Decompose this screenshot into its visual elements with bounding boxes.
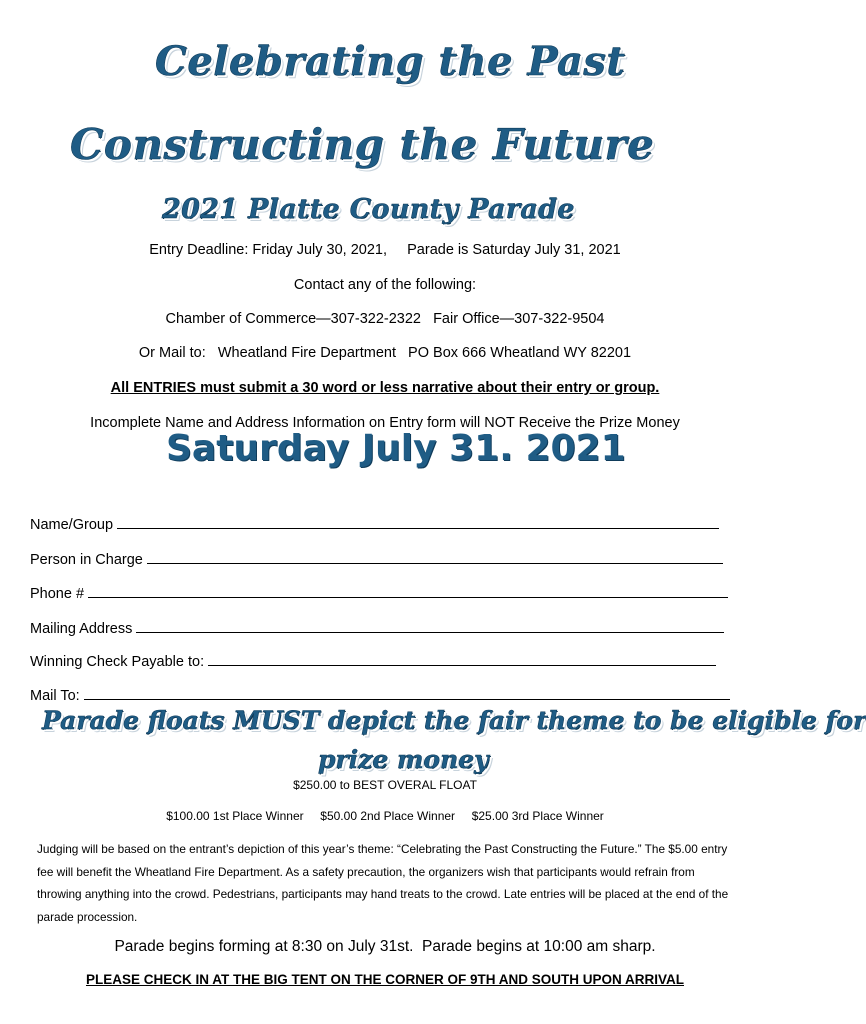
mailing-address-label: Mailing Address [30,621,133,637]
entries-requirement: All ENTRIES must submit a 30 word or less narrative about their entry or group. [110,380,660,396]
mailing-address-field[interactable] [30,618,724,637]
phone-blank[interactable] [88,583,728,598]
mail-to-blank[interactable] [84,685,730,700]
phone-field[interactable] [30,583,728,602]
person-in-charge-blank[interactable] [147,549,723,564]
check-payable-blank[interactable] [208,651,716,666]
title-line-2: Constructing the Future [70,120,655,169]
check-payable-label: Winning Check Payable to: [30,654,205,670]
mail-to-field[interactable] [30,685,730,704]
contact-phones: Chamber of Commerce—307-322-2322 Fair Office—307-322-9504 [165,311,605,327]
best-float-prize: $250.00 to BEST OVERAL FLOAT [293,778,477,792]
mail-to-label: Mail To: [30,688,80,704]
name-group-blank[interactable] [117,514,719,529]
check-payable-field[interactable] [30,651,716,670]
mailing-address-blank[interactable] [136,618,724,633]
prize-heading-line-1: Parade floats MUST depict the fair theme to be eligible for [42,706,866,735]
entry-deadline: Entry Deadline: Friday July 30, 2021, Parade is Saturday July 31, 2021 [149,242,621,258]
incomplete-warning: Incomplete Name and Address Information on Entry form will NOT Receive the Prize Money [90,415,680,431]
judging-paragraph: Judging will be based on the entrant’s depiction of this year’s theme: “Celebrating the Past Constructing the Future.” The $5.00 entry fee will benefit the Wheatland Fire Department. As a safety precaution, the organizers wish that participants would refrain from throwing anything into the crowd. Pedestrians, participants may hand treats to the crowd. Late entries will be placed at the end of the parade procession. [37,842,729,924]
place-winner-prizes: $100.00 1st Place Winner $50.00 2nd Place Winner $25.00 3rd Place Winner [166,809,604,823]
mail-address: Or Mail to: Wheatland Fire Department PO Box 666 Wheatland WY 82201 [138,345,632,361]
person-in-charge-label: Person in Charge [30,552,143,568]
name-group-label: Name/Group [30,517,114,533]
check-in-notice: PLEASE CHECK IN AT THE BIG TENT ON THE CORNER OF 9TH AND SOUTH UPON ARRIVAL [85,972,684,987]
person-in-charge-field[interactable] [30,549,723,568]
parade-times: Parade begins forming at 8:30 on July 31st. Parade begins at 10:00 am sharp. [114,938,656,955]
name-group-field[interactable] [30,514,719,533]
parade-date: Saturday July 31. 2021 [166,428,626,469]
contact-heading: Contact any of the following: [293,277,477,293]
parade-subtitle: 2021 Platte County Parade [162,194,575,225]
phone-label: Phone # [30,586,85,602]
prize-heading-line-2: prize money [318,745,489,774]
title-line-1: Celebrating the Past [155,38,626,85]
